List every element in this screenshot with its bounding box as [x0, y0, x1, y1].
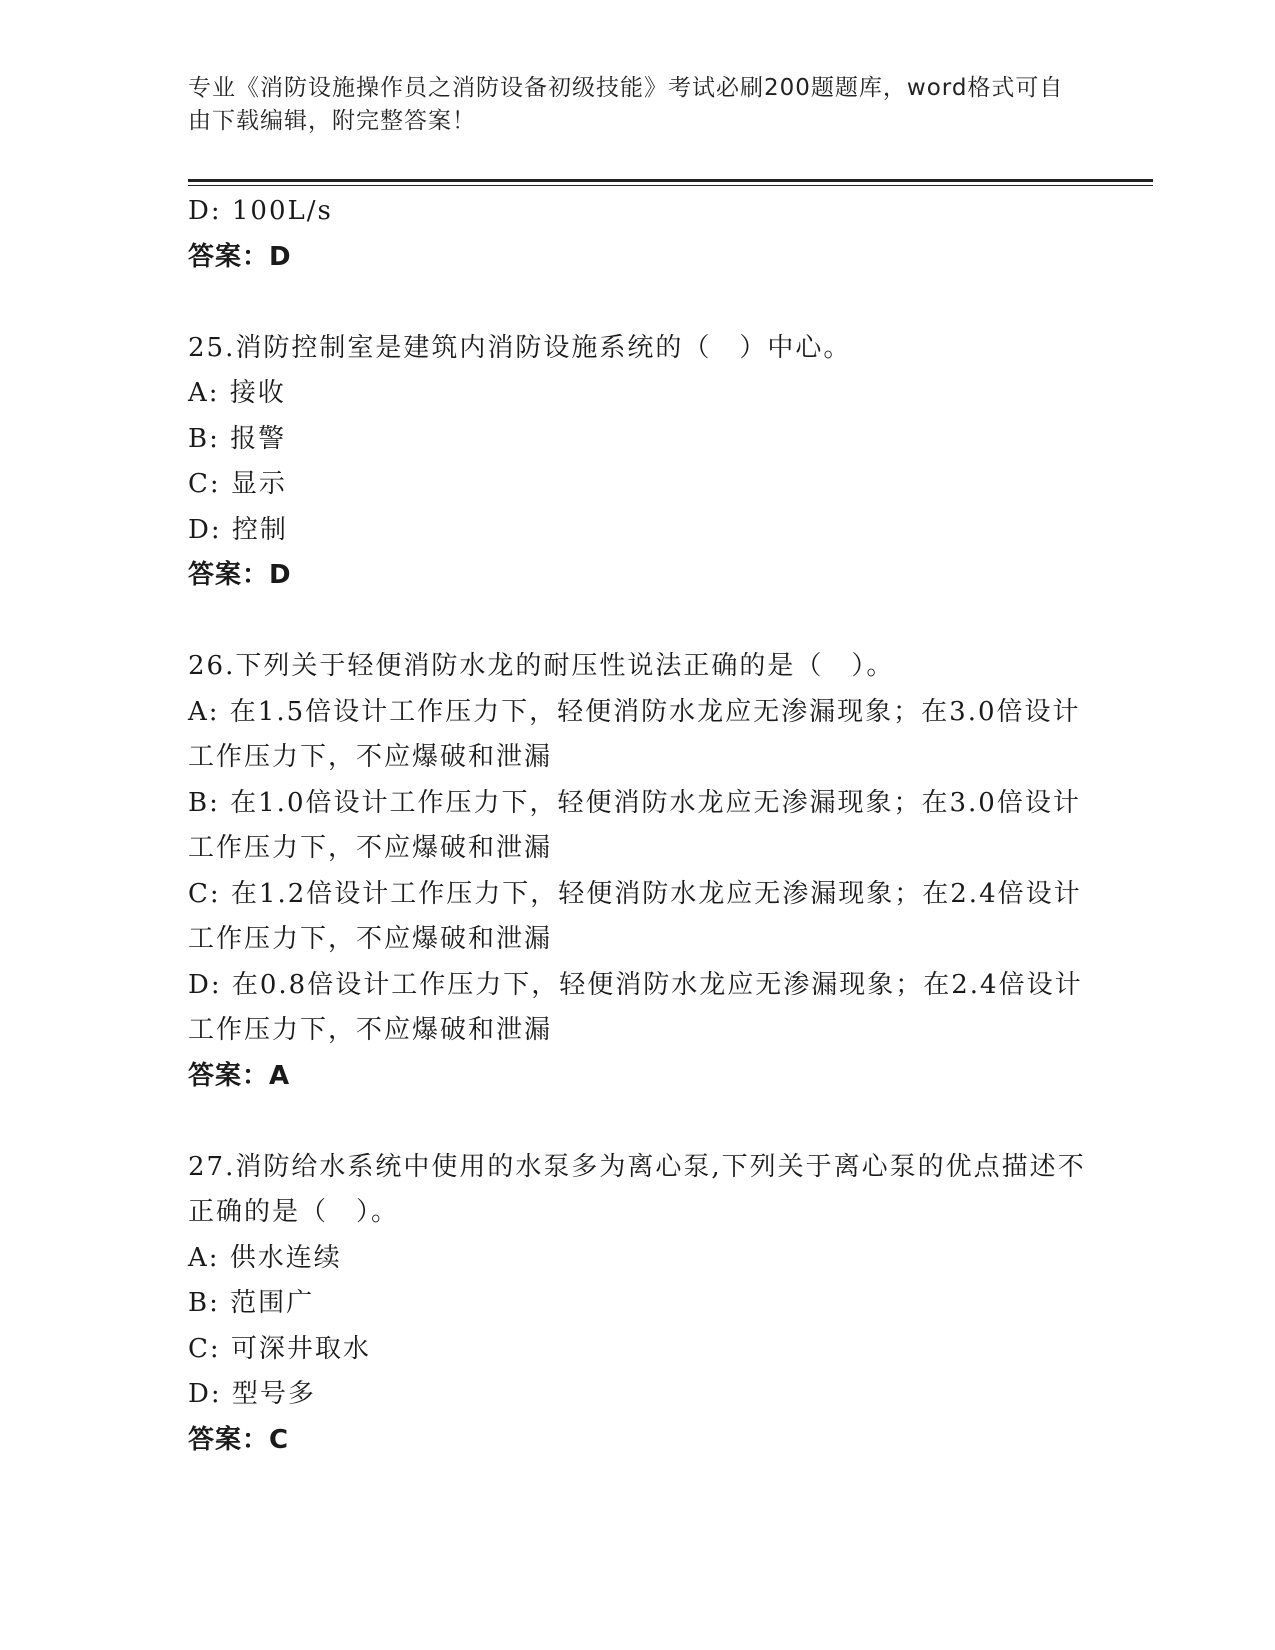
question-stem: 26.下列关于轻便消防水龙的耐压性说法正确的是（ ）。	[188, 651, 895, 681]
option-d: D: 在0.8倍设计工作压力下，轻便消防水龙应无渗漏现象；在2.4倍设计工作压力下，不应爆破和泄漏	[188, 969, 1083, 1045]
header-rule-thick	[188, 179, 1153, 182]
question-content	[188, 189, 1088, 1463]
option-b: B: 范围广	[188, 1288, 315, 1318]
header-rule-thin	[188, 185, 1153, 186]
option-b: B: 在1.0倍设计工作压力下，轻便消防水龙应无渗漏现象；在3.0倍设计工作压力下，不应爆破和泄漏	[188, 787, 1081, 863]
option-d: D: 控制	[188, 514, 288, 545]
option-d: D: 100L/s	[188, 196, 333, 226]
option-d: D: 型号多	[188, 1379, 316, 1409]
answer-line: 答案：A	[188, 1060, 291, 1091]
option-a: A: 接收	[188, 378, 286, 408]
option-c: C: 可深井取水	[188, 1333, 371, 1364]
answer-line: 答案：C	[188, 1424, 290, 1455]
spacer	[188, 1099, 1088, 1145]
option-a: A: 供水连续	[188, 1242, 342, 1273]
question-26	[188, 644, 1088, 1099]
option-a: A: 在1.5倍设计工作压力下，轻便消防水龙应无渗漏现象；在3.0倍设计工作压力下，不应爆破和泄漏	[188, 696, 1081, 772]
option-c: C: 显示	[188, 469, 287, 499]
question-25	[188, 326, 1088, 599]
question-stem: 25.消防控制室是建筑内消防设施系统的（ ）中心。	[188, 332, 852, 363]
answer-line: 答案：D	[188, 241, 292, 272]
option-c: C: 在1.2倍设计工作压力下，轻便消防水龙应无渗漏现象；在2.4倍设计工作压力下，不应爆破和泄漏	[188, 878, 1082, 954]
spacer	[188, 599, 1088, 645]
option-b: B: 报警	[188, 423, 287, 454]
document-header: 专业《消防设施操作员之消防设备初级技能》考试必刷200题题库，word格式可自由下载编辑，附完整答案！	[188, 75, 1064, 134]
answer-line: 答案：D	[188, 560, 292, 590]
question-27	[188, 1145, 1088, 1464]
question-stem: 27.消防给水系统中使用的水泵多为离心泵,下列关于离心泵的优点描述不正确的是（ ）。	[188, 1151, 1086, 1227]
spacer	[188, 280, 1088, 326]
